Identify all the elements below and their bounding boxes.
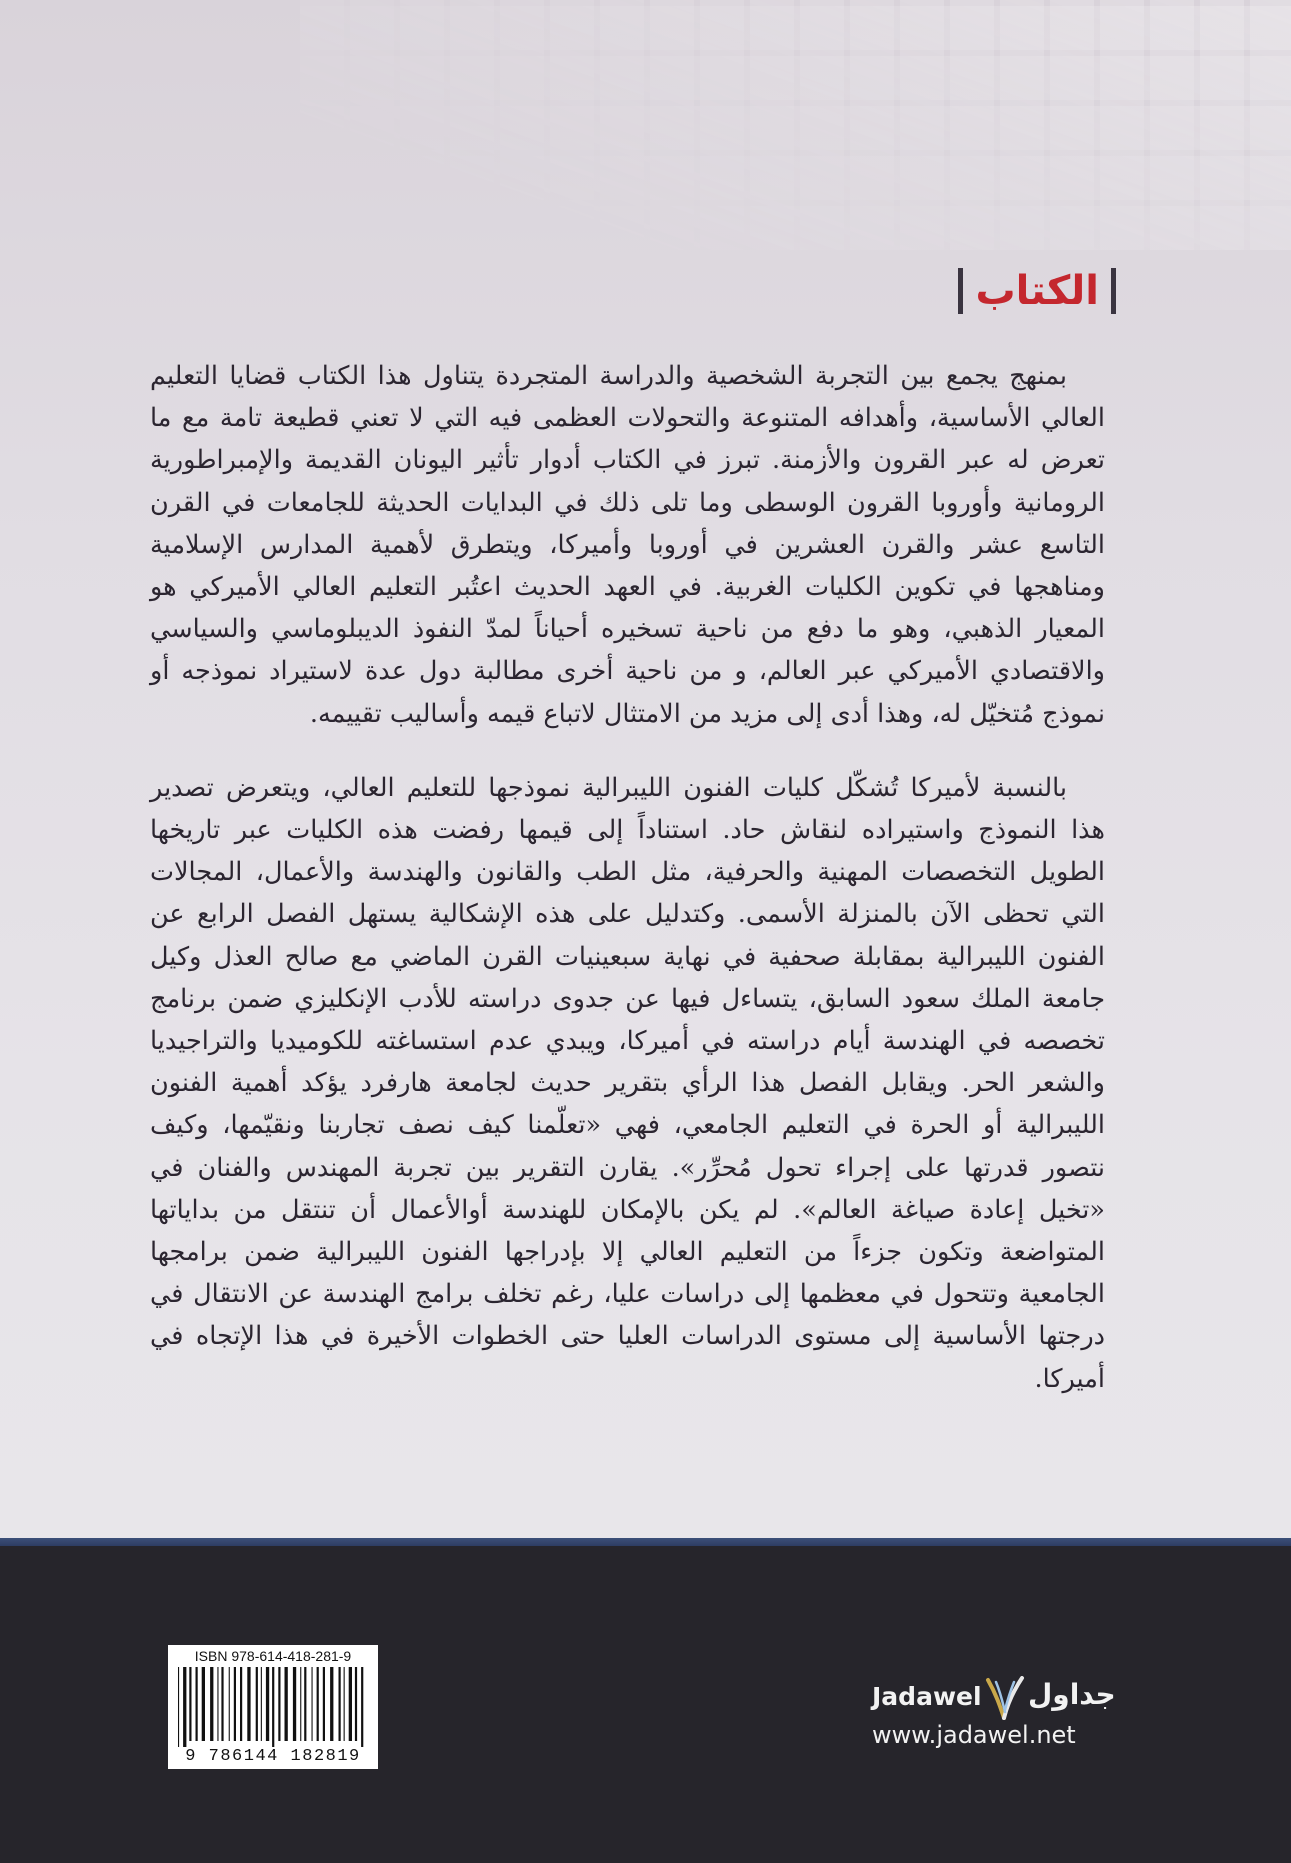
barcode-bar — [240, 1667, 242, 1741]
heading-bar-right — [1111, 268, 1116, 314]
barcode-bar — [344, 1667, 345, 1741]
barcode-bar — [300, 1667, 301, 1741]
barcode-bar — [330, 1667, 333, 1741]
barcode-bar — [196, 1667, 198, 1741]
blurb-paragraph-1: بمنهج يجمع بين التجربة الشخصية والدراسة المتجردة يتناول هذا الكتاب قضايا التعليم العالي الأساسية، وأهدافه المتنوعة والتحولات العظمى فيه التي لا تعني قطيعة تامة مع ما تعرض له عبر القرون والأزمنة. تبرز في الكتاب أدوار تأثير اليونان القديمة والإمبراطورية الرومانية وأوروبا القرون الوسطى وما تلى ذلك في البدايات الحديثة للجامعات في القرن التاسع عشر والقرن العشرين في أوروبا وأميركا، ويتطرق لأهمية المدارس الإسلامية ومناهجها في تكوين الكليات الغربية. في العهد الحديث اعتُبر التعليم العالي الأميركي هو المعيار الذهبي، وهو ما دفع من ناحية تسخيره أحياناً لمدّ النفوذ الديبلوماسي والسياسي والاقتصادي الأميركي عبر العالم، و من ناحية أخرى مطالبة دول عدة لاستيراد نموذجه أو نموذج مُتخيّل له، وهذا أدى إلى مزيد من الامتثال لاتباع قيمه وأساليب تقييمه. — [150, 361, 1105, 729]
heading-bar-left — [958, 268, 963, 314]
barcode-bar — [202, 1667, 205, 1741]
barcode-bar — [256, 1667, 258, 1741]
barcode-bar — [229, 1667, 230, 1741]
section-title: الكتاب — [975, 268, 1099, 314]
barcode-bar — [221, 1667, 223, 1741]
barcode-bar — [293, 1667, 296, 1741]
barcode-bar — [285, 1667, 288, 1741]
ean-digits: 9 786144 182819 — [185, 1747, 361, 1766]
barcode-bar — [234, 1667, 236, 1741]
barcode-bar — [178, 1667, 179, 1747]
barcode-bar — [339, 1667, 341, 1741]
barcode-bars — [178, 1667, 368, 1747]
barcode-bar — [266, 1667, 269, 1741]
publisher-mark-icon — [984, 1676, 1026, 1720]
barcode-bar — [278, 1667, 280, 1741]
decorative-tile-pattern — [300, 0, 1291, 250]
isbn-label: ISBN 978-614-418-281-9 — [194, 1648, 352, 1664]
barcode-bar — [189, 1667, 191, 1741]
barcode-bar — [349, 1667, 352, 1741]
section-heading — [958, 268, 1116, 314]
publisher-name-arabic: جداول — [1028, 1678, 1116, 1711]
blurb-paragraph-2: بالنسبة لأميركا تُشكّل كليات الفنون الليبرالية نموذجها للتعليم العالي، ويتعرض تصدير هذا النموذج واستيراده لنقاش حاد. استناداً إلى قيمها رفضت هذه الكليات عبر تاريخها الطويل التخصصات المهنية والحرفية، مثل الطب والقانون والهندسة والأعمال، المجالات التي تحظى الآن بالمنزلة الأسمى. وكتدليل على هذه الإشكالية يستهل الفصل الرابع عن الفنون الليبرالية بمقابلة صحفية في نهاية سبعينيات القرن الماضي مع صالح العذل وكيل جامعة الملك سعود السابق، يتساءل فيها عن جدوى دراسته للأدب الإنكليزي ضمن برنامج تخصصه في الهندسة أيام دراسته في أميركا، ويبدي عدم استساغته للكوميديا والتراجيديا والشعر الحر. ويقابل الفصل هذا الرأي بتقرير حديث لجامعة هارفرد يؤكد أهمية الفنون الليبرالية أو الحرة في التعليم الجامعي، فهي «تعلّمنا كيف نصف تجاربنا ونقيّمها، وكيف نتصور قدرتها على إجراء تحول مُحرِّر». يقارن التقرير بين تجربة المهندس والفنان في «تخيل إعادة صياغة العالم». لم يكن بالإمكان للهندسة أوالأعمال أن تنتقل من بداياتها المتواضعة وتكون جزءاً من التعليم العالي إلا بإدراجها الفنون الليبرالية ضمن برامجها الجامعية وتتحول في معظمها إلى دراسات عليا، رغم تخلف برامج الهندسة عن الانتقال في درجتها الأساسية إلى مستوى الدراسات العليا حتى الخطوات الأخيرة في هذا الإتجاه في أميركا. — [150, 772, 1105, 1394]
barcode-bar — [323, 1667, 325, 1741]
barcode-bar — [317, 1667, 319, 1741]
barcode-bar — [304, 1667, 306, 1741]
publisher-logo — [868, 1676, 1138, 1766]
barcode-bar — [217, 1667, 218, 1741]
barcode-bar — [210, 1667, 213, 1741]
publisher-website: www.jadawel.net — [872, 1721, 1076, 1749]
barcode-bar — [312, 1667, 313, 1741]
barcode-bar — [247, 1667, 250, 1741]
publisher-name-latin: Jadawel — [872, 1682, 982, 1711]
barcode-bar — [272, 1667, 274, 1747]
barcode-bar — [183, 1667, 186, 1747]
barcode-bar — [355, 1667, 357, 1741]
barcode-bar — [361, 1667, 363, 1747]
barcode-bar — [261, 1667, 262, 1741]
blue-divider-strip — [0, 1538, 1291, 1546]
blurb — [150, 355, 1105, 1400]
isbn-barcode — [168, 1645, 378, 1769]
